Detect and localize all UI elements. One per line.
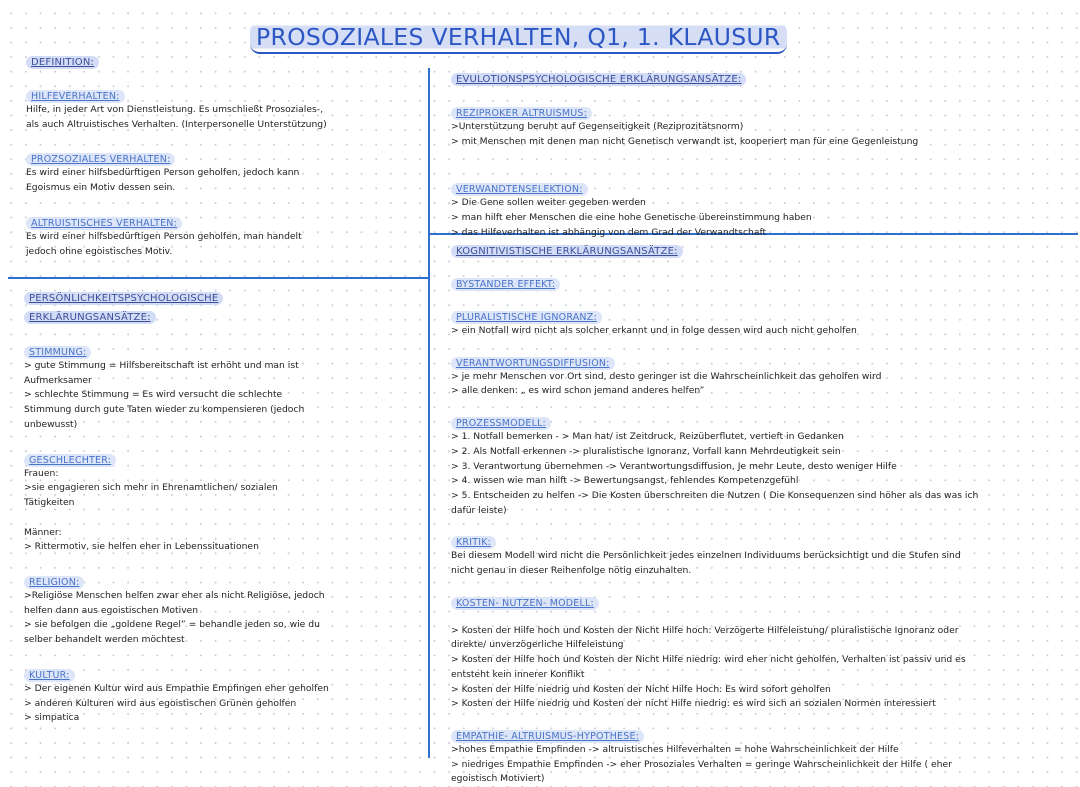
kognitiv-heading: KOGNITIVISTISCHE ERKLÄRUNGSANSÄTZE: bbox=[451, 245, 683, 258]
left-horizontal-divider bbox=[8, 277, 428, 279]
text-line: Es wird einer hilfsbedürftigen Person geholfen, man handelt bbox=[26, 230, 302, 242]
text-line: > 4. wissen wie man hilft -> Bewertungsangst, fehlendes Kompetenzgefühl bbox=[451, 475, 799, 487]
verwandten-heading: VERWANDTENSELEKTION: bbox=[451, 183, 588, 196]
text-line: > mit Menschen mit denen man nicht Genetisch verwandt ist, kooperiert man für eine Gegenleistung bbox=[451, 135, 919, 147]
text-line: > niedriges Empathie Empfinden -> eher Prosoziales Verhalten = geringe Wahrscheinlichkeit der Hilfe ( eher bbox=[451, 758, 952, 770]
text-line: Tätigkeiten bbox=[24, 496, 75, 508]
text-line: als auch Altruistisches Verhalten. (Interpersonelle Unterstützung) bbox=[26, 118, 327, 130]
text-line: > Kosten der Hilfe niedrig und Kosten der nicht Hilfe niedrig: es wird sich an sozialen Normen interessiert bbox=[451, 698, 936, 710]
text-line: > simpatica bbox=[24, 712, 80, 724]
page-title: PROSOZIALES VERHALTEN, Q1, 1. KLAUSUR bbox=[250, 22, 787, 54]
text-line: Stimmung durch gute Taten wieder zu kompensieren (jedoch bbox=[24, 404, 305, 416]
empathie-heading: EMPATHIE- ALTRUISMUS-HYPOTHESE: bbox=[451, 730, 644, 743]
text-line: helfen dann aus egoistischen Motiven bbox=[24, 604, 199, 616]
text-line: > Kosten der Hilfe hoch und Kosten der Nicht Hilfe niedrig: wird eher nicht geholfen, Verhalten ist passiv und es bbox=[451, 654, 966, 666]
text-line: entsteht kein innerer Konflikt bbox=[451, 668, 585, 680]
verantwortung-heading: VERANTWORTUNGSDIFFUSION: bbox=[451, 357, 615, 370]
text-line: >Religiöse Menschen helfen zwar eher als nicht Religiöse, jedoch bbox=[24, 590, 325, 602]
text-line: Egoismus ein Motiv dessen sein. bbox=[26, 182, 176, 194]
text-line: > 3. Verantwortung übernehmen -> Verantwortungsdiffusion, Je mehr Leute, desto weniger Hilfe bbox=[451, 460, 897, 472]
text-line: > Die Gene sollen weiter gegeben werden bbox=[451, 197, 646, 209]
persoenlichkeit-heading-line1: PERSÖNLICHKEITSPSYCHOLOGISCHE bbox=[24, 292, 223, 305]
text-line: egoistisch Motiviert) bbox=[451, 773, 545, 785]
kritik-heading: KRITIK: bbox=[451, 536, 496, 549]
text-line: > Kosten der Hilfe hoch und Kosten der Nicht Hilfe hoch: Verzögerte Hilfeleistung/ pluralistische Ignoranz oder bbox=[451, 624, 959, 636]
kosten-heading: KOSTEN- NUTZEN- MODELL: bbox=[451, 597, 599, 610]
prosozial-heading: PROZSOZIALES VERHALTEN: bbox=[26, 153, 175, 166]
text-line: Hilfe, in jeder Art von Dienstleistung. Es umschließt Prosoziales-, bbox=[26, 104, 323, 115]
persoenlichkeit-heading-line2: ERKLÄRUNGSANSÄTZE: bbox=[24, 311, 156, 324]
text-line: > alle denken: „ es wird schon jemand anderes helfen” bbox=[451, 385, 705, 397]
text-line: nicht genau in dieser Reihenfolge nötig einzuhalten. bbox=[451, 565, 692, 577]
reziprok-heading: REZIPROKER ALTRUISMUS: bbox=[451, 107, 592, 120]
text-line: > anderen Kulturen wird aus egoistischen Grünen geholfen bbox=[24, 697, 297, 709]
pluralistisch-heading: PLURALISTISCHE IGNORANZ: bbox=[451, 311, 602, 324]
text-line: Bei diesem Modell wird nicht die Persönlichkeit jedes einzelnen Individuums berücksichtigt und die Stufen sind bbox=[451, 550, 961, 562]
stimmung-heading: STIMMUNG: bbox=[24, 346, 91, 359]
text-line: > 2. Als Notfall erkennen -> pluralistische Ignoranz, Vorfall kann Mehrdeutigkeit sein bbox=[451, 445, 841, 457]
persoenlichkeit-section bbox=[24, 286, 424, 726]
text-line: direkte/ unverzögerliche Hilfeleistung bbox=[451, 639, 624, 651]
religion-heading: RELIGION: bbox=[24, 576, 84, 589]
text-line: selber behandelt werden möchtest bbox=[24, 634, 185, 646]
text-line: Frauen: bbox=[24, 467, 59, 479]
kultur-heading: KULTUR: bbox=[24, 669, 75, 682]
text-line: > gute Stimmung = Hilfsbereitschaft ist erhöht und man ist bbox=[24, 360, 299, 371]
text-line: >Unterstützung beruht auf Gegenseitigkeit (Reziprozitätsnorm) bbox=[451, 121, 744, 132]
text-line: unbewusst) bbox=[24, 418, 78, 430]
text-line: Männer: bbox=[24, 526, 62, 538]
text-line: >sie engagieren sich mehr in Ehrenamtlichen/ sozialen bbox=[24, 482, 278, 494]
text-line: > das Hilfeverhalten ist abhängig von dem Grad der Verwandtschaft bbox=[451, 226, 767, 238]
hilfeverhalten-heading: HILFEVERHALTEN: bbox=[26, 90, 125, 103]
text-line: dafür leiste) bbox=[451, 504, 507, 516]
definition-heading: DEFINITION: bbox=[26, 56, 99, 69]
definitions-section bbox=[26, 50, 421, 259]
text-line: > schlechte Stimmung = Es wird versucht die schlechte bbox=[24, 389, 283, 401]
geschlechter-heading: GESCHLECHTER: bbox=[24, 454, 116, 467]
text-line: > Der eigenen Kultur wird aus Empathie Empfingen eher geholfen bbox=[24, 682, 329, 694]
text-line: Es wird einer hilfsbedürftigen Person geholfen, jedoch kann bbox=[26, 167, 300, 179]
text-line: > man hilft eher Menschen die eine hohe Genetische übereinstimmung haben bbox=[451, 212, 812, 224]
text-line: > sie befolgen die „goldene Regel” = behandle jeden so, wie du bbox=[24, 619, 320, 631]
text-line: > ein Notfall wird nicht als solcher erkannt und in folge dessen wird auch nicht geholfen bbox=[451, 325, 857, 336]
text-line: > Rittermotiv, sie helfen eher in Lebenssituationen bbox=[24, 541, 259, 553]
text-line: jedoch ohne egoistisches Motiv. bbox=[26, 245, 173, 257]
text-line: >hohes Empathie Empfinden -> altruistisches Hilfeverhalten = hohe Wahrscheinlichkeit der Hilfe bbox=[451, 743, 899, 755]
evolution-heading: EVULOTIONSPSYCHOLOGISCHE ERKLÄRUNGSANSÄTZE: bbox=[451, 73, 746, 86]
prozess-heading: PROZESSMODELL: bbox=[451, 417, 551, 430]
text-line: Aufmerksamer bbox=[24, 374, 92, 386]
vertical-divider bbox=[428, 68, 430, 758]
text-line: > je mehr Menschen vor Ort sind, desto geringer ist die Wahrscheinlichkeit das geholfen wird bbox=[451, 370, 882, 382]
text-line: > Kosten der Hilfe niedrig und Kosten der Nicht Hilfe Hoch: Es wird sofort geholfen bbox=[451, 683, 831, 695]
altruistisch-heading: ALTRUISTISCHES VERHALTEN: bbox=[26, 217, 182, 230]
text-line: > 1. Notfall bemerken - > Man hat/ ist Zeitdruck, Reizüberflutet, vertieft in Gedanken bbox=[451, 431, 844, 443]
evolution-section bbox=[451, 67, 1071, 241]
kognitiv-section bbox=[451, 239, 1071, 787]
bystander-heading: BYSTANDER EFFEKT: bbox=[451, 278, 560, 291]
text-line: > 5. Entscheiden zu helfen -> Die Kosten überschreiten die Nutzen ( Die Konsequenzen sind höher als das was ich bbox=[451, 489, 979, 501]
